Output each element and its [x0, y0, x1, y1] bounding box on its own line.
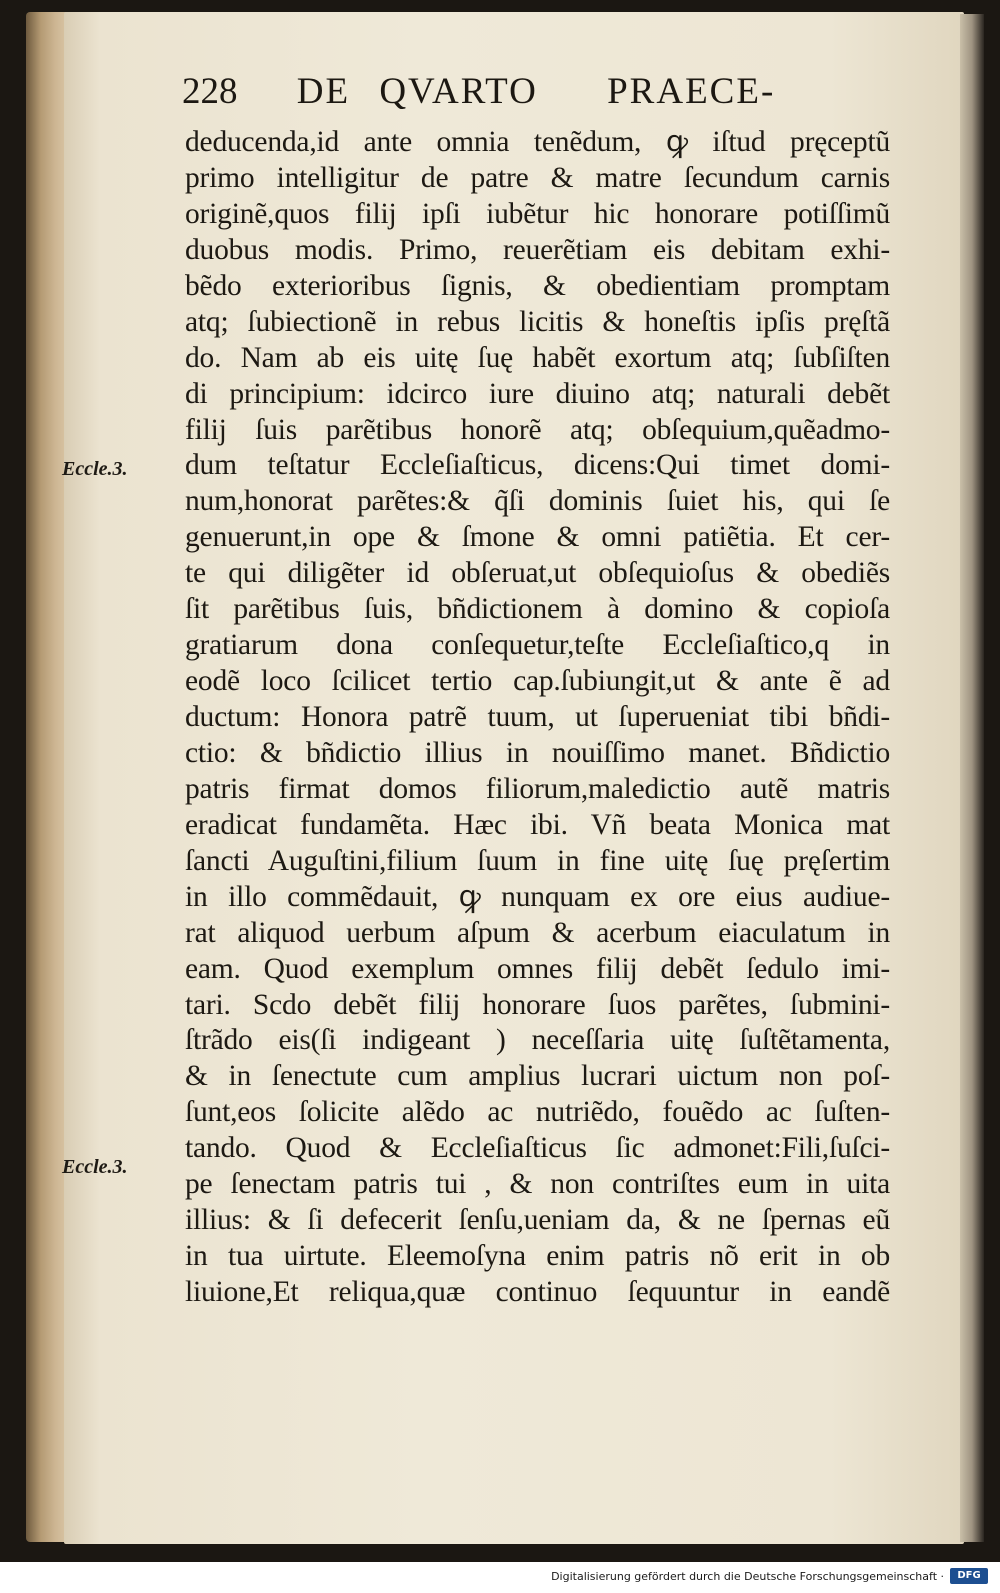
text-line: dum teſtatur Eccleſiaſticus, dicens:Qui timet domi-: [185, 449, 890, 482]
text-line: ſancti Auguſtini,filium ſuum in fine uitę ſuę pręſertim: [185, 844, 890, 877]
text-line: filij ſuis parẽtibus honorẽ atq; obſequium,quẽadmo-: [185, 413, 890, 446]
text-line: eradicat fundamẽta. Hæc ibi. Vñ beata Monica mat: [185, 808, 890, 841]
text-line: patris firmat domos filiorum,maledictio autẽ matris: [185, 772, 890, 805]
text-line: illius: & ſi defecerit ſenſu,ueniam da, & ne ſpernas eũ: [185, 1204, 890, 1237]
digitization-footer: [0, 1562, 1000, 1593]
text-line: primo intelligitur de patre & matre ſecundum carnis: [185, 161, 890, 194]
text-line: originẽ,quos filij ipſi iubẽtur hic honorare potiſſimũ: [185, 197, 890, 230]
text-line: in tua uirtute. Eleemoſyna enim patris nõ erit in ob: [185, 1240, 890, 1273]
text-line: bẽdo exterioribus ſignis, & obedientiam promptam: [185, 269, 890, 302]
text-line: gratiarum dona conſequetur,teſte Eccleſiaſtico,q in: [185, 629, 890, 662]
running-header: [182, 70, 882, 120]
text-line: ctio: & bñdictio illius in nouiſſimo manet. Bñdictio: [185, 736, 890, 769]
text-line: in illo commẽdauit, ꝙ nunquam ex ore eius audiue-: [185, 880, 890, 913]
text-line: te qui diligẽter id obſeruat,ut obſequioſus & obediẽs: [185, 557, 890, 590]
text-line: eodẽ loco ſcilicet tertio cap.ſubiungit,ut & ante ẽ ad: [185, 665, 890, 698]
funding-credit: Digitalisierung gefördert durch die Deutsche Forschungsgemeinschaft ·: [551, 1570, 944, 1583]
margin-note-eccle-1: Eccle.3.: [62, 458, 128, 480]
text-line: & in ſenectute cum amplius lucrari uictum non poſ-: [185, 1060, 890, 1093]
text-line: duobus modis. Primo, reuerẽtiam eis debitam exhi-: [185, 233, 890, 266]
page-gutter-shadow: [960, 14, 984, 1542]
header-word-quarto: QVARTO: [379, 71, 538, 112]
book-edge: [26, 12, 68, 1542]
text-line: deducenda,id ante omnia tenẽdum, ꝙ iſtud pręceptũ: [185, 126, 890, 158]
text-line: atq; ſubiectionẽ in rebus licitis & honeſtis ipſis pręſtã: [185, 305, 890, 338]
text-line: eam. Quod exemplum omnes filij debẽt ſedulo imi-: [185, 952, 890, 985]
text-line: do. Nam ab eis uitę ſuę habẽt exortum atq; ſubſiſten: [185, 341, 890, 374]
text-line: genuerunt,in ope & ſmone & omni patiẽtia. Et cer-: [185, 521, 890, 554]
text-line: ſit parẽtibus ſuis, bñdictionem à domino & copioſa: [185, 593, 890, 626]
text-line: num,honorat parẽtes:& q̃ſi dominis ſuiet his, qui ſe: [185, 485, 890, 518]
text-line: ſunt,eos ſolicite alẽdo ac nutriẽdo, fouẽdo ac ſuſten-: [185, 1096, 890, 1129]
header-word-de: DE: [296, 71, 351, 112]
text-line: liuione,Et reliqua,quæ continuo ſequuntur in eandẽ: [185, 1276, 890, 1308]
header-word-praece: PRAECE-: [607, 71, 776, 112]
text-line: ſtrãdo eis(ſi indigeant ) neceſſaria uitę ſuſtẽtamenta,: [185, 1024, 890, 1057]
text-line: di principium: idcirco iure diuino atq; naturali debẽt: [185, 377, 890, 410]
text-line: rat aliquod uerbum aſpum & acerbum eiaculatum in: [185, 916, 890, 949]
margin-note-eccle-2: Eccle.3.: [62, 1156, 128, 1178]
dfg-logo: DFG: [950, 1568, 988, 1584]
text-line: pe ſenectam patris tui , & non contriſtes eum in uita: [185, 1168, 890, 1201]
main-text-block: [185, 125, 890, 1311]
text-line: tando. Quod & Eccleſiaſticus ſic admonet:Fili,ſuſci-: [185, 1132, 890, 1165]
text-line: tari. Scdo debẽt filij honorare ſuos parẽtes, ſubmini-: [185, 988, 890, 1021]
page-number: 228: [182, 71, 238, 112]
text-line: ductum: Honora patrẽ tuum, ut ſuperueniat tibi bñdi-: [185, 701, 890, 733]
